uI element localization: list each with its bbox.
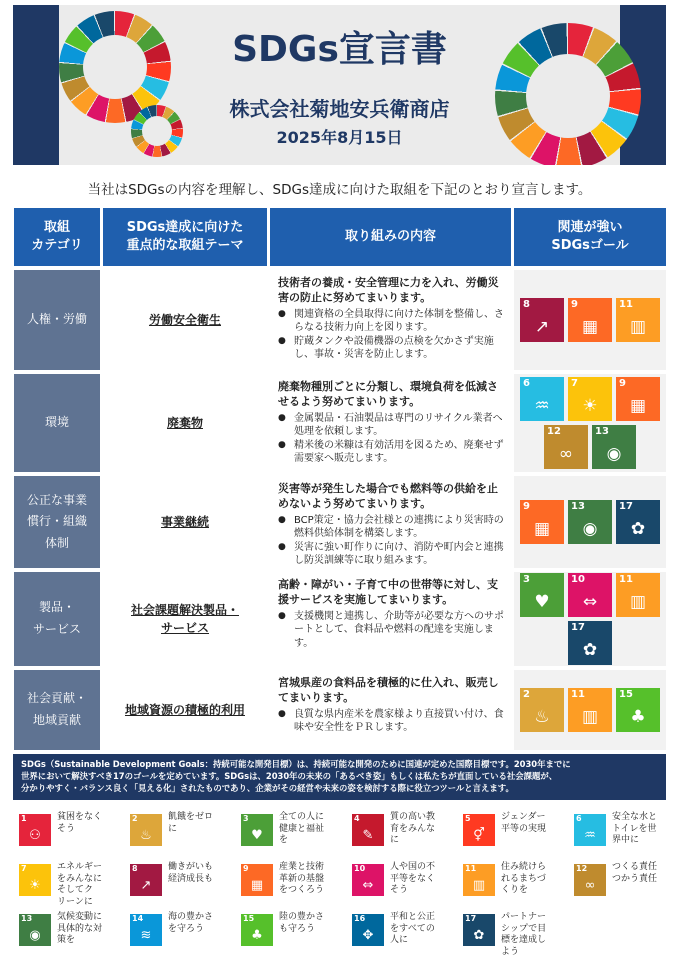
goal-icon: ▦ xyxy=(533,519,551,539)
theme-cell xyxy=(103,270,267,370)
goal-number: 16 xyxy=(354,914,366,923)
goal-number: 11 xyxy=(465,864,477,873)
goal-number: 12 xyxy=(576,864,588,873)
goal-glyph: ⚥ xyxy=(473,828,485,843)
sdg-goal-11-tile xyxy=(616,573,660,617)
legend-goal-label: 住み続けら れるまちづ くりを xyxy=(501,862,547,896)
legend-goal-label: 全ての人に 健康と福祉 を xyxy=(279,812,325,846)
eye-icon xyxy=(19,914,51,946)
goal-number: 9 xyxy=(571,299,578,310)
legend-goal-1 xyxy=(13,812,125,852)
legend-goal-10 xyxy=(346,862,458,902)
page-title: SDGs宣言書 xyxy=(232,29,447,70)
goal-number: 1 xyxy=(21,814,27,823)
goal-glyph: ▥ xyxy=(472,878,486,893)
theme-label: 廃棄物 xyxy=(166,416,203,430)
theme-cell xyxy=(103,374,267,472)
goal-number: 9 xyxy=(243,864,249,873)
content-lead: 技術者の養成・安全管理に力を入れ、労働災害の防止に努めてまいります。 xyxy=(278,276,499,304)
goal-number: 8 xyxy=(132,864,138,873)
book-icon xyxy=(352,814,384,846)
goal-icon: ∞ xyxy=(558,444,574,464)
column-header-category: 取組 カテゴリ xyxy=(14,208,100,266)
goal-icon: ♒ xyxy=(534,396,550,416)
goal-icon: ♨ xyxy=(534,707,550,727)
sdg-goal-8-tile xyxy=(520,298,564,342)
goals-cell xyxy=(514,270,666,370)
goal-number: 8 xyxy=(523,299,530,310)
water-icon xyxy=(574,814,606,846)
legend-goal-13 xyxy=(13,912,125,952)
goal-icon: ◉ xyxy=(582,519,598,539)
category-cell: 環境 xyxy=(14,374,100,472)
goal-number: 6 xyxy=(523,378,530,389)
goal-number: 2 xyxy=(523,689,530,700)
goal-number: 17 xyxy=(465,914,477,923)
goal-glyph: ✎ xyxy=(362,828,374,843)
heartbeat-icon xyxy=(241,814,273,846)
goal-number: 13 xyxy=(595,426,609,437)
sdg-goal-17-tile xyxy=(616,500,660,544)
growth-icon xyxy=(130,864,162,896)
goal-number: 4 xyxy=(354,814,360,823)
legend-goal-16 xyxy=(346,912,458,952)
theme-label: 事業継続 xyxy=(160,515,209,529)
goal-number: 11 xyxy=(571,689,585,700)
legend-goal-6 xyxy=(568,812,679,852)
sdg-goal-9-tile xyxy=(616,377,660,421)
goal-glyph: ∞ xyxy=(584,878,596,893)
tree-icon xyxy=(241,914,273,946)
sdg-goal-9-tile xyxy=(520,500,564,544)
legend-goal-5 xyxy=(457,812,569,852)
goal-glyph: ☀ xyxy=(29,878,41,893)
goal-icon: ▥ xyxy=(581,707,599,727)
flower-icon xyxy=(463,914,495,946)
goal-icon: ☀ xyxy=(582,396,598,416)
legend-goal-label: 安全な水と トイレを世 界中に xyxy=(612,812,658,846)
category-cell: 人権・労働 xyxy=(14,270,100,370)
content-lead: 高齢・障がい・子育て中の世帯等に対し、支援サービスを実施してまいります。 xyxy=(278,578,498,606)
content-bullet: ● BCP策定・協力会社様との連携により災害時の燃料供給体制を構築します。 xyxy=(278,514,505,541)
theme-label: 労働安全衛生 xyxy=(148,313,221,327)
goal-glyph: ♥ xyxy=(251,828,263,843)
goal-icon: ↗ xyxy=(534,317,550,337)
category-cell: 公正な事業 慣行・組織 体制 xyxy=(14,476,100,568)
description-line: 分かりやすく・バランス良く「見える化」されたものであり、企業がその経営や未来の姿を検討する際に役立つツールと言えます。 xyxy=(21,783,514,794)
goal-glyph: ✿ xyxy=(473,928,485,943)
header-banner xyxy=(13,5,666,165)
goal-glyph: ≋ xyxy=(140,928,152,943)
goal-glyph: ⇔ xyxy=(362,878,374,893)
goal-icon: ▥ xyxy=(629,317,647,337)
goal-glyph: ◉ xyxy=(29,928,41,943)
theme-cell xyxy=(103,476,267,568)
goal-glyph: ▦ xyxy=(250,878,264,893)
sdg-goal-6-tile xyxy=(520,377,564,421)
goal-icon: ▦ xyxy=(629,396,647,416)
legend-goal-8 xyxy=(124,862,236,902)
sdg-goal-11-tile xyxy=(568,688,612,732)
intro-text: 当社はSDGsの内容を理解し、SDGs達成に向けた取組を下記のとおり宣言します。 xyxy=(87,182,592,198)
legend-goal-label: 貧困をなく そう xyxy=(57,812,103,834)
goal-number: 13 xyxy=(21,914,33,923)
goal-number: 14 xyxy=(132,914,144,923)
content-cell xyxy=(270,374,511,472)
goal-number: 3 xyxy=(243,814,249,823)
sdg-goal-15-tile xyxy=(616,688,660,732)
goal-number: 9 xyxy=(619,378,626,389)
category-cell: 製品・ サービス xyxy=(14,572,100,666)
goal-icon: ⇔ xyxy=(582,592,598,612)
bowl-icon xyxy=(130,814,162,846)
description-line: 世界において解決すべき17のゴールを定めています。SDGsは、2030年の未来の「あるべき姿」もしくは私たちが直面している社会課題が、 xyxy=(21,771,558,782)
legend-goal-label: 人や国の不 平等をなく そう xyxy=(390,862,436,896)
legend-goal-label: 平和と公正 をすべての 人に xyxy=(390,912,436,946)
goal-number: 10 xyxy=(571,574,585,585)
theme-cell xyxy=(103,670,267,750)
legend-goal-label: ジェンダー 平等の実現 xyxy=(501,812,547,834)
goal-number: 15 xyxy=(619,689,633,700)
content-lead: 宮城県産の食料品を積極的に仕入れ、販売してまいります。 xyxy=(278,676,499,704)
goal-number: 12 xyxy=(547,426,561,437)
sdg-goal-10-tile xyxy=(568,573,612,617)
legend-goal-label: 陸の豊かさ も守ろう xyxy=(279,912,325,934)
sdg-goal-3-tile xyxy=(520,573,564,617)
legend-goal-7 xyxy=(13,862,125,908)
content-bullet: ● 良質な県内産米を農家様より直接買い付け、食味や安全性をＰＲします。 xyxy=(278,708,505,735)
goal-number: 2 xyxy=(132,814,138,823)
goal-icon: ▦ xyxy=(581,317,599,337)
goal-number: 7 xyxy=(571,378,578,389)
goals-cell xyxy=(514,374,666,472)
legend-goal-2 xyxy=(124,812,236,852)
content-lead: 災害等が発生した場合でも燃料等の供給を止めないよう努めてまいります。 xyxy=(278,482,498,510)
legend-goal-12 xyxy=(568,862,679,902)
goal-number: 11 xyxy=(619,574,633,585)
goal-icon: ▥ xyxy=(629,592,647,612)
equal-icon xyxy=(352,864,384,896)
column-header-theme: SDGs達成に向けた 重点的な取組テーマ xyxy=(103,208,267,266)
declaration-date: 2025年8月15日 xyxy=(276,128,403,147)
theme-cell xyxy=(103,572,267,666)
goal-glyph: ♨ xyxy=(140,828,152,843)
cubes-icon xyxy=(241,864,273,896)
description-line: SDGs（Sustainable Development Goals：持続可能な開発目標）は、持続可能な開発のために国連が定めた国際目標です。2030年までに xyxy=(21,759,571,769)
goal-glyph: ✥ xyxy=(362,928,374,943)
legend-goal-label: 海の豊かさ を守ろう xyxy=(168,912,214,934)
infinity-icon xyxy=(574,864,606,896)
legend-goal-15 xyxy=(235,912,347,952)
goal-number: 17 xyxy=(571,622,585,633)
legend-goal-label: 産業と技術 革新の基盤 をつくろう xyxy=(279,862,325,896)
goal-glyph: ↗ xyxy=(140,878,152,893)
legend-goal-4 xyxy=(346,812,458,852)
goal-icon: ◉ xyxy=(606,444,622,464)
gender-icon xyxy=(463,814,495,846)
goal-number: 15 xyxy=(243,914,255,923)
legend-goal-label: 質の高い教 育をみんな に xyxy=(390,812,436,846)
content-cell xyxy=(270,270,511,370)
fish-icon xyxy=(130,914,162,946)
sdg-goal-9-tile xyxy=(568,298,612,342)
sdg-goal-2-tile xyxy=(520,688,564,732)
sdg-goal-11-tile xyxy=(616,298,660,342)
goal-number: 5 xyxy=(465,814,471,823)
content-bullet: ● 貯蔵タンクや設備機器の点検を欠かさず実施し、事故・災害を防止します。 xyxy=(278,335,505,362)
sdg-goal-13-tile xyxy=(592,425,636,469)
content-bullet: ● 災害に強い町作りに向け、消防や町内会と連携し防災訓練等に取り組みます。 xyxy=(278,541,505,568)
legend-goal-17 xyxy=(457,912,569,958)
content-bullet: ● 金属製品・石油製品は専門のリサイクル業者へ処理を依頼します。 xyxy=(278,412,505,439)
content-cell xyxy=(270,476,511,568)
family-icon xyxy=(19,814,51,846)
legend-goal-9 xyxy=(235,862,347,902)
goal-number: 9 xyxy=(523,501,530,512)
theme-label: 社会課題解決製品・ サービス xyxy=(130,603,239,635)
goal-glyph: ♒ xyxy=(584,828,596,843)
goal-number: 11 xyxy=(619,299,633,310)
goal-icon: ✿ xyxy=(582,640,598,660)
legend-goal-14 xyxy=(124,912,236,952)
theme-label: 地域資源の積極的利用 xyxy=(124,703,245,717)
content-cell xyxy=(270,572,511,666)
content-lead: 廃棄物種別ごとに分類し、環境負荷を低減させるよう努めてまいります。 xyxy=(278,380,498,408)
goal-number: 17 xyxy=(619,501,633,512)
legend-goal-label: 飢餓をゼロ に xyxy=(168,812,214,834)
sdg-goal-13-tile xyxy=(568,500,612,544)
content-cell xyxy=(270,670,511,750)
legend-goal-3 xyxy=(235,812,347,852)
legend-goal-11 xyxy=(457,862,569,902)
goal-number: 10 xyxy=(354,864,366,873)
category-cell: 社会貢献・ 地域貢献 xyxy=(14,670,100,750)
legend-goal-label: パートナー シップで目 標を達成し よう xyxy=(501,912,547,958)
goal-icon: ♥ xyxy=(534,592,550,612)
goal-number: 3 xyxy=(523,574,530,585)
column-header-goals: 関連が強い SDGsゴール xyxy=(514,208,666,266)
legend-goal-label: エネルギー をみんなに そしてク リーンに xyxy=(57,862,103,908)
content-bullet: ● 関連資格の全員取得に向けた体制を整備し、さらなる技術力向上を図ります。 xyxy=(278,308,505,335)
content-bullet: ● 支援機関と連携し、介助等が必要な方へのサポートとして、食料品や燃料の配達を実施します。 xyxy=(278,610,505,651)
sdg-goal-7-tile xyxy=(568,377,612,421)
sdgs-description xyxy=(13,754,666,800)
sun-icon xyxy=(19,864,51,896)
company-name: 株式会社菊地安兵衛商店 xyxy=(229,97,450,121)
dove-icon xyxy=(352,914,384,946)
content-bullet: ● 精米後の米糠は有効活用を図るため、廃棄せず需要家へ販売します。 xyxy=(278,439,505,466)
legend-goal-label: 働きがいも 経済成長も xyxy=(168,862,214,884)
goals-cell xyxy=(514,476,666,568)
column-header-content: 取り組みの内容 xyxy=(270,208,511,266)
goal-icon: ♣ xyxy=(630,707,646,727)
goal-glyph: ⚇ xyxy=(29,828,41,843)
goal-icon: ✿ xyxy=(630,519,646,539)
goal-number: 7 xyxy=(21,864,27,873)
sdg-goal-17-tile xyxy=(568,621,612,665)
goals-cell xyxy=(514,670,666,750)
city-icon xyxy=(463,864,495,896)
legend-goal-label: つくる責任 つかう責任 xyxy=(612,862,658,884)
legend-goal-label: 気候変動に 具体的な対 策を xyxy=(57,912,103,946)
sdg-goal-12-tile xyxy=(544,425,588,469)
goal-glyph: ♣ xyxy=(251,928,263,943)
goal-number: 13 xyxy=(571,501,585,512)
goal-number: 6 xyxy=(576,814,582,823)
goals-cell xyxy=(514,572,666,666)
